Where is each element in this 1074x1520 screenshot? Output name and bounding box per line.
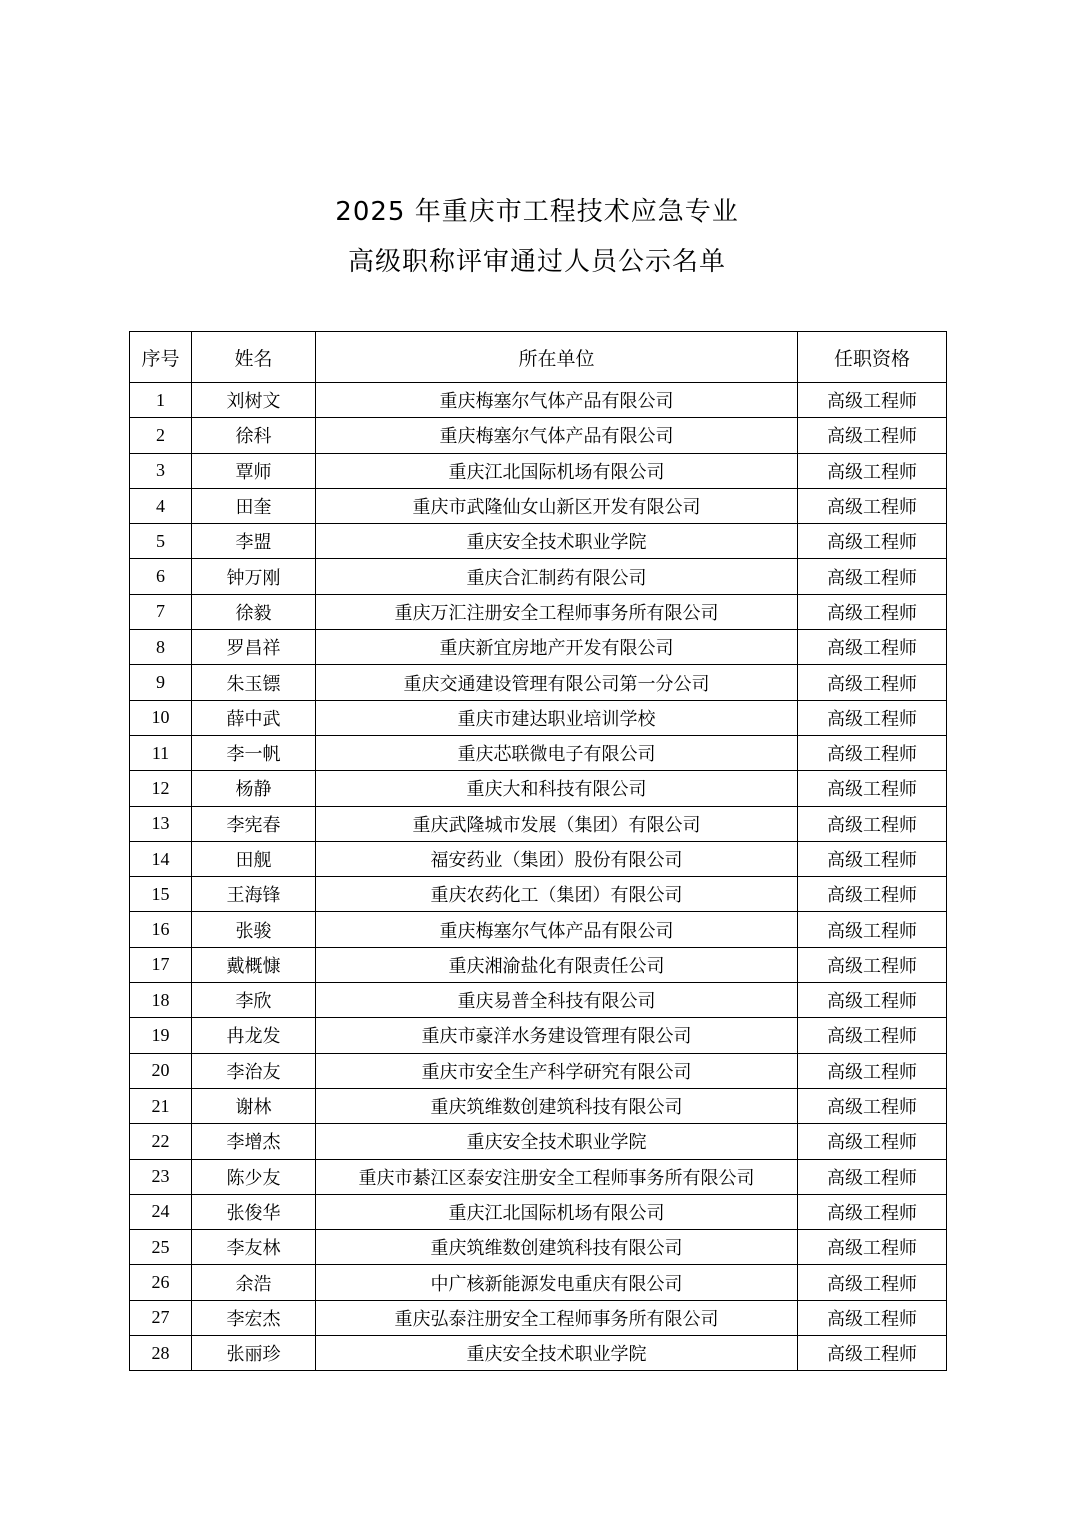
name-cell: 杨静 xyxy=(192,771,316,806)
document-title-line-1: 2025 年重庆市工程技术应急专业 xyxy=(335,197,739,227)
name-cell: 李一帆 xyxy=(192,735,316,770)
name-cell: 张丽珍 xyxy=(192,1336,316,1371)
qualification-cell: 高级工程师 xyxy=(798,1230,947,1265)
qualification-cell: 高级工程师 xyxy=(798,947,947,982)
qualification-cell: 高级工程师 xyxy=(798,1053,947,1088)
qualification-cell: 高级工程师 xyxy=(798,1300,947,1335)
serial-number-cell: 6 xyxy=(130,559,192,594)
organization-cell: 中广核新能源发电重庆有限公司 xyxy=(316,1265,798,1300)
qualification-cell: 高级工程师 xyxy=(798,559,947,594)
name-cell: 王海锋 xyxy=(192,877,316,912)
table-body xyxy=(130,383,947,1371)
header-organization: 所在单位 xyxy=(316,332,798,383)
organization-cell: 重庆安全技术职业学院 xyxy=(316,1124,798,1159)
table-row xyxy=(130,559,947,594)
roster-table xyxy=(129,331,947,1371)
table-row xyxy=(130,1265,947,1300)
table-row xyxy=(130,983,947,1018)
table-row xyxy=(130,524,947,559)
organization-cell: 重庆农药化工（集团）有限公司 xyxy=(316,877,798,912)
qualification-cell: 高级工程师 xyxy=(798,524,947,559)
name-cell: 陈少友 xyxy=(192,1159,316,1194)
serial-number-cell: 9 xyxy=(130,665,192,700)
table-row xyxy=(130,947,947,982)
serial-number-cell: 8 xyxy=(130,630,192,665)
header-serial-number: 序号 xyxy=(130,332,192,383)
organization-cell: 重庆万汇注册安全工程师事务所有限公司 xyxy=(316,594,798,629)
serial-number-cell: 15 xyxy=(130,877,192,912)
serial-number-cell: 28 xyxy=(130,1336,192,1371)
name-cell: 罗昌祥 xyxy=(192,630,316,665)
table-row xyxy=(130,453,947,488)
serial-number-cell: 11 xyxy=(130,735,192,770)
organization-cell: 重庆芯联微电子有限公司 xyxy=(316,735,798,770)
document-title-line-2: 高级职称评审通过人员公示名单 xyxy=(347,247,726,277)
qualification-cell: 高级工程师 xyxy=(798,877,947,912)
serial-number-cell: 5 xyxy=(130,524,192,559)
organization-cell: 重庆市建达职业培训学校 xyxy=(316,700,798,735)
organization-cell: 重庆江北国际机场有限公司 xyxy=(316,1194,798,1229)
qualification-cell: 高级工程师 xyxy=(798,1159,947,1194)
name-cell: 李治友 xyxy=(192,1053,316,1088)
organization-cell: 重庆梅塞尔气体产品有限公司 xyxy=(316,912,798,947)
name-cell: 张骏 xyxy=(192,912,316,947)
header-name: 姓名 xyxy=(192,332,316,383)
table-row xyxy=(130,1088,947,1123)
name-cell: 谢林 xyxy=(192,1088,316,1123)
table-row xyxy=(130,841,947,876)
name-cell: 李盟 xyxy=(192,524,316,559)
organization-cell: 重庆合汇制药有限公司 xyxy=(316,559,798,594)
table-row xyxy=(130,877,947,912)
qualification-cell: 高级工程师 xyxy=(798,841,947,876)
serial-number-cell: 22 xyxy=(130,1124,192,1159)
table-row xyxy=(130,594,947,629)
table-row xyxy=(130,1230,947,1265)
table-row xyxy=(130,912,947,947)
qualification-cell: 高级工程师 xyxy=(798,594,947,629)
qualification-cell: 高级工程师 xyxy=(798,735,947,770)
organization-cell: 重庆市安全生产科学研究有限公司 xyxy=(316,1053,798,1088)
table-row xyxy=(130,700,947,735)
serial-number-cell: 13 xyxy=(130,806,192,841)
qualification-cell: 高级工程师 xyxy=(798,912,947,947)
organization-cell: 重庆安全技术职业学院 xyxy=(316,1336,798,1371)
serial-number-cell: 12 xyxy=(130,771,192,806)
name-cell: 李欣 xyxy=(192,983,316,1018)
name-cell: 冉龙发 xyxy=(192,1018,316,1053)
qualification-cell: 高级工程师 xyxy=(798,1265,947,1300)
qualification-cell: 高级工程师 xyxy=(798,1088,947,1123)
qualification-cell: 高级工程师 xyxy=(798,1018,947,1053)
serial-number-cell: 23 xyxy=(130,1159,192,1194)
organization-cell: 重庆市武隆仙女山新区开发有限公司 xyxy=(316,488,798,523)
name-cell: 余浩 xyxy=(192,1265,316,1300)
table-row xyxy=(130,1336,947,1371)
serial-number-cell: 10 xyxy=(130,700,192,735)
table-row xyxy=(130,1194,947,1229)
organization-cell: 重庆交通建设管理有限公司第一分公司 xyxy=(316,665,798,700)
table-header-row xyxy=(130,332,947,383)
name-cell: 李宪春 xyxy=(192,806,316,841)
organization-cell: 重庆新宜房地产开发有限公司 xyxy=(316,630,798,665)
serial-number-cell: 2 xyxy=(130,418,192,453)
serial-number-cell: 1 xyxy=(130,383,192,418)
qualification-cell: 高级工程师 xyxy=(798,630,947,665)
table-row xyxy=(130,665,947,700)
name-cell: 钟万刚 xyxy=(192,559,316,594)
table-row xyxy=(130,1300,947,1335)
serial-number-cell: 19 xyxy=(130,1018,192,1053)
qualification-cell: 高级工程师 xyxy=(798,771,947,806)
serial-number-cell: 16 xyxy=(130,912,192,947)
qualification-cell: 高级工程师 xyxy=(798,1124,947,1159)
qualification-cell: 高级工程师 xyxy=(798,453,947,488)
table-row xyxy=(130,383,947,418)
name-cell: 覃师 xyxy=(192,453,316,488)
table-row xyxy=(130,771,947,806)
name-cell: 戴概慷 xyxy=(192,947,316,982)
name-cell: 李友林 xyxy=(192,1230,316,1265)
serial-number-cell: 3 xyxy=(130,453,192,488)
name-cell: 田舰 xyxy=(192,841,316,876)
name-cell: 张俊华 xyxy=(192,1194,316,1229)
name-cell: 徐科 xyxy=(192,418,316,453)
organization-cell: 重庆筑维数创建筑科技有限公司 xyxy=(316,1088,798,1123)
serial-number-cell: 21 xyxy=(130,1088,192,1123)
organization-cell: 重庆梅塞尔气体产品有限公司 xyxy=(316,418,798,453)
serial-number-cell: 4 xyxy=(130,488,192,523)
serial-number-cell: 17 xyxy=(130,947,192,982)
organization-cell: 重庆安全技术职业学院 xyxy=(316,524,798,559)
table-row xyxy=(130,1124,947,1159)
table-row xyxy=(130,630,947,665)
name-cell: 李增杰 xyxy=(192,1124,316,1159)
qualification-cell: 高级工程师 xyxy=(798,806,947,841)
organization-cell: 重庆武隆城市发展（集团）有限公司 xyxy=(316,806,798,841)
organization-cell: 重庆梅塞尔气体产品有限公司 xyxy=(316,383,798,418)
table-row xyxy=(130,806,947,841)
table-row xyxy=(130,1159,947,1194)
organization-cell: 重庆弘泰注册安全工程师事务所有限公司 xyxy=(316,1300,798,1335)
name-cell: 薛中武 xyxy=(192,700,316,735)
serial-number-cell: 7 xyxy=(130,594,192,629)
qualification-cell: 高级工程师 xyxy=(798,700,947,735)
organization-cell: 福安药业（集团）股份有限公司 xyxy=(316,841,798,876)
table-row xyxy=(130,735,947,770)
table-row xyxy=(130,488,947,523)
qualification-cell: 高级工程师 xyxy=(798,418,947,453)
qualification-cell: 高级工程师 xyxy=(798,488,947,523)
table-row xyxy=(130,1053,947,1088)
table-row xyxy=(130,418,947,453)
name-cell: 田奎 xyxy=(192,488,316,523)
table-row xyxy=(130,1018,947,1053)
organization-cell: 重庆市豪洋水务建设管理有限公司 xyxy=(316,1018,798,1053)
name-cell: 李宏杰 xyxy=(192,1300,316,1335)
name-cell: 徐毅 xyxy=(192,594,316,629)
serial-number-cell: 20 xyxy=(130,1053,192,1088)
name-cell: 朱玉镖 xyxy=(192,665,316,700)
qualification-cell: 高级工程师 xyxy=(798,383,947,418)
serial-number-cell: 24 xyxy=(130,1194,192,1229)
serial-number-cell: 26 xyxy=(130,1265,192,1300)
organization-cell: 重庆大和科技有限公司 xyxy=(316,771,798,806)
serial-number-cell: 18 xyxy=(130,983,192,1018)
organization-cell: 重庆湘渝盐化有限责任公司 xyxy=(316,947,798,982)
organization-cell: 重庆易普全科技有限公司 xyxy=(316,983,798,1018)
organization-cell: 重庆市綦江区泰安注册安全工程师事务所有限公司 xyxy=(316,1159,798,1194)
serial-number-cell: 27 xyxy=(130,1300,192,1335)
qualification-cell: 高级工程师 xyxy=(798,983,947,1018)
qualification-cell: 高级工程师 xyxy=(798,1194,947,1229)
qualification-cell: 高级工程师 xyxy=(798,665,947,700)
organization-cell: 重庆江北国际机场有限公司 xyxy=(316,453,798,488)
qualification-cell: 高级工程师 xyxy=(798,1336,947,1371)
organization-cell: 重庆筑维数创建筑科技有限公司 xyxy=(316,1230,798,1265)
header-qualification: 任职资格 xyxy=(798,332,947,383)
name-cell: 刘树文 xyxy=(192,383,316,418)
serial-number-cell: 14 xyxy=(130,841,192,876)
serial-number-cell: 25 xyxy=(130,1230,192,1265)
